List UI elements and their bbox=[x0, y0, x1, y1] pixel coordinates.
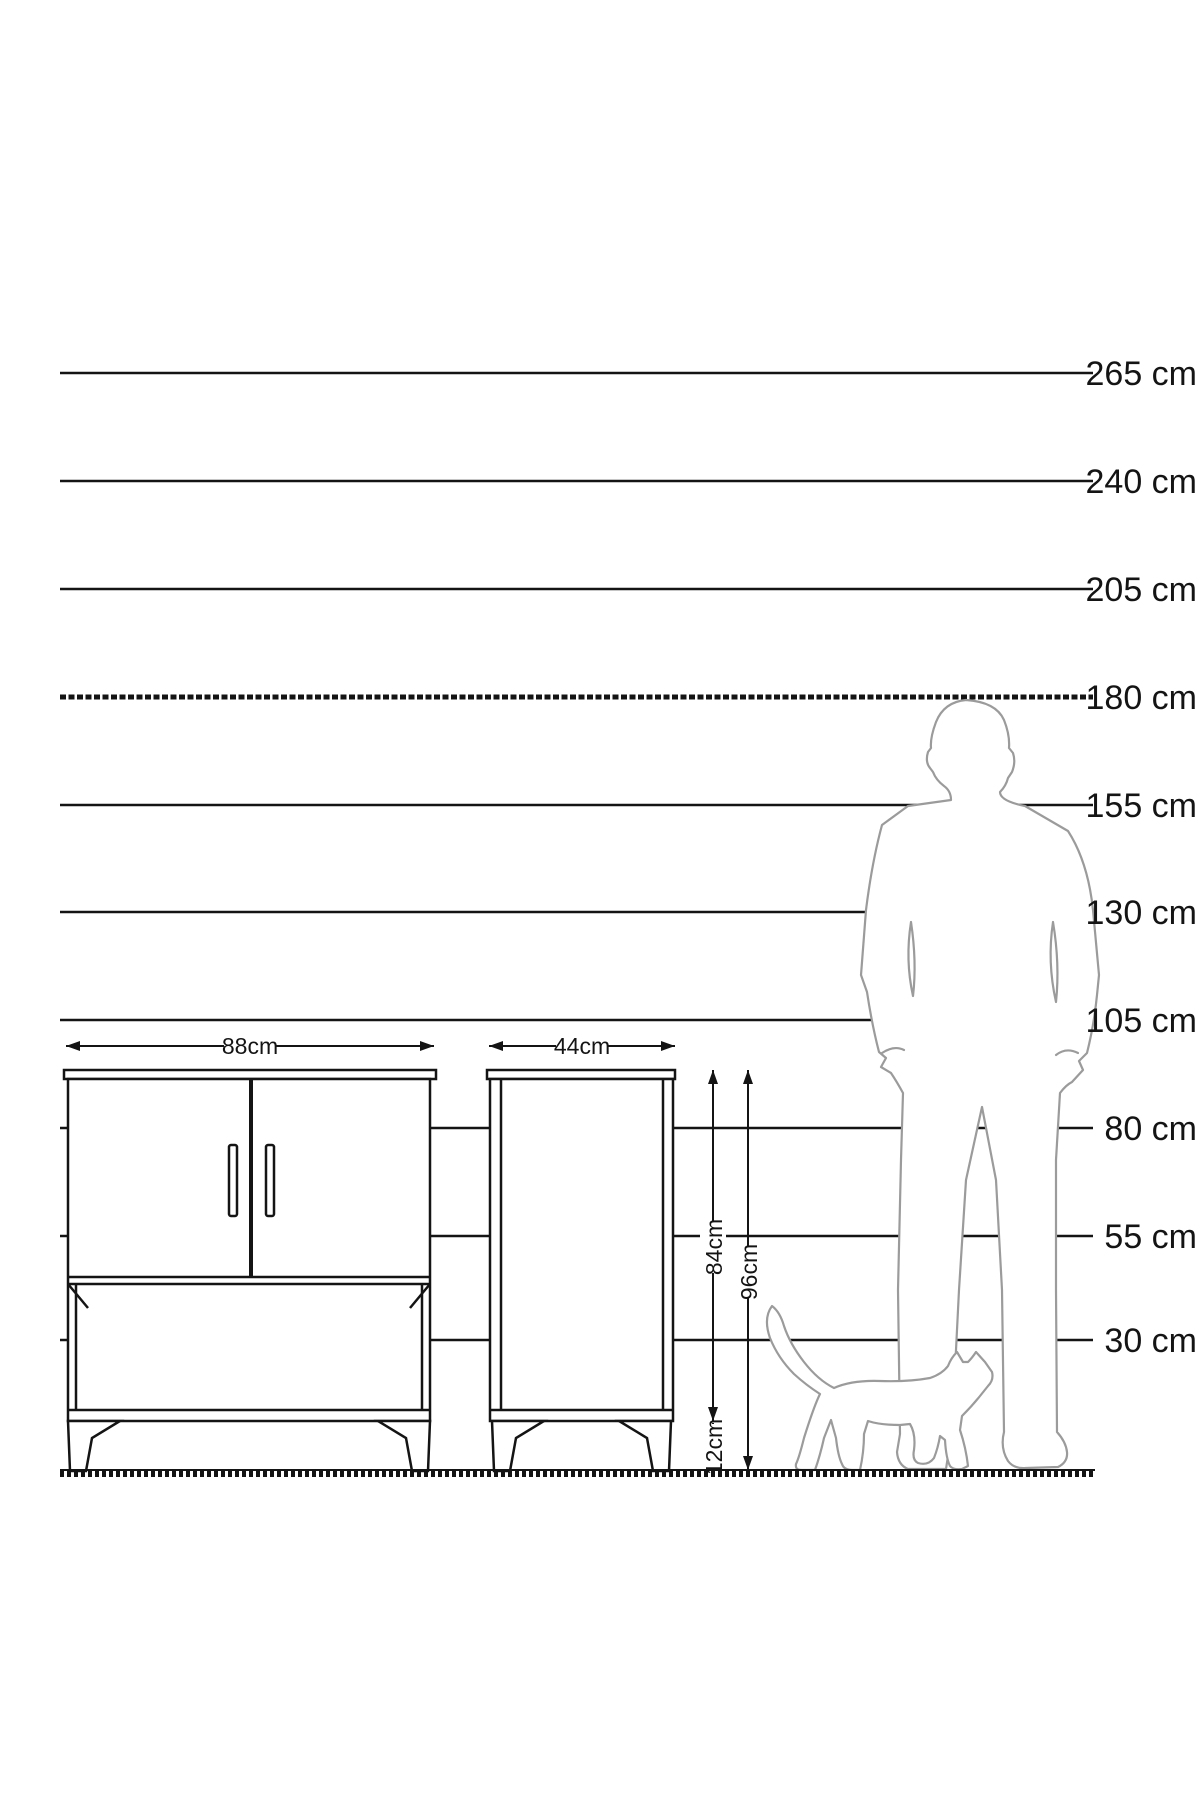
cabinet-front-leg-right bbox=[378, 1421, 430, 1471]
scale-label-205: 205 cm bbox=[1085, 571, 1197, 609]
height-scale-labels bbox=[1086, 355, 1198, 1360]
man-body-outline bbox=[861, 700, 1099, 1469]
cabinet-side-body bbox=[490, 1079, 673, 1421]
dimension-leg-height bbox=[701, 1419, 727, 1475]
scale-label-105: 105 cm bbox=[1085, 1002, 1197, 1040]
scale-label-180: 180 cm bbox=[1085, 679, 1197, 717]
dimension-total-height bbox=[735, 1070, 762, 1470]
cabinet-front-top-board bbox=[64, 1070, 436, 1079]
cabinet-front-handle-right bbox=[266, 1145, 274, 1216]
cat-body-outline bbox=[767, 1306, 993, 1470]
scale-label-240: 240 cm bbox=[1085, 463, 1197, 501]
arrowhead-top-84cm bbox=[708, 1070, 718, 1084]
dimension-body-height bbox=[700, 1070, 727, 1421]
scale-label-265: 265 cm bbox=[1085, 355, 1197, 393]
cabinet-side-leg-left bbox=[492, 1421, 544, 1471]
arrowhead-left-88cm bbox=[66, 1041, 80, 1051]
ground-line bbox=[60, 1470, 1095, 1474]
scale-label-55: 55 cm bbox=[1104, 1218, 1197, 1256]
cabinet-front-leg-left bbox=[68, 1421, 120, 1471]
cat-silhouette bbox=[767, 1306, 993, 1470]
dimension-side-width bbox=[489, 1033, 675, 1059]
label-total-height: 96cm bbox=[736, 1243, 762, 1301]
cabinet-front-handle-left bbox=[229, 1145, 237, 1216]
scale-label-30: 30 cm bbox=[1104, 1322, 1197, 1360]
arrowhead-left-44cm bbox=[489, 1041, 503, 1051]
arrowhead-bottom-96cm bbox=[743, 1456, 753, 1470]
cabinet-front-view bbox=[64, 1070, 436, 1471]
scale-label-80: 80 cm bbox=[1104, 1110, 1197, 1148]
label-leg-height: 12cm bbox=[701, 1418, 727, 1476]
dimension-front-width bbox=[66, 1033, 434, 1059]
arrowhead-top-96cm bbox=[743, 1070, 753, 1084]
man-silhouette bbox=[861, 700, 1099, 1469]
scale-label-155: 155 cm bbox=[1085, 787, 1197, 825]
cabinet-side-leg-right bbox=[619, 1421, 671, 1471]
label-body-height: 84cm bbox=[701, 1218, 727, 1276]
cabinet-side-top-board bbox=[487, 1070, 675, 1079]
label-side-width: 44cm bbox=[553, 1033, 611, 1059]
label-front-width: 88cm bbox=[221, 1033, 279, 1059]
cabinet-side-view bbox=[487, 1070, 675, 1471]
scale-label-130: 130 cm bbox=[1085, 894, 1197, 932]
arrowhead-right-88cm bbox=[420, 1041, 434, 1051]
arrowhead-right-44cm bbox=[661, 1041, 675, 1051]
